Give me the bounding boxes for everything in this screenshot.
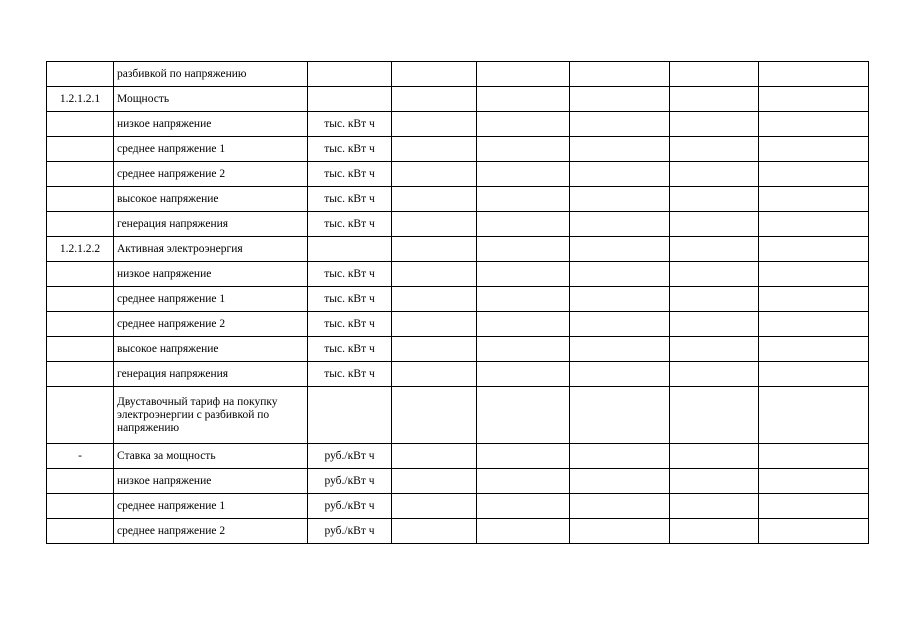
tariff-table xyxy=(46,61,869,544)
row-unit-cell: руб./кВт ч xyxy=(308,519,392,544)
row-value-cell xyxy=(392,519,477,544)
row-value-cell xyxy=(477,312,570,337)
row-value-cell xyxy=(392,137,477,162)
row-description-cell: среднее напряжение 2 xyxy=(114,519,308,544)
row-unit-cell xyxy=(308,87,392,112)
row-value-cell xyxy=(759,519,869,544)
row-unit-cell: тыс. кВт ч xyxy=(308,162,392,187)
row-value-cell xyxy=(670,444,759,469)
row-value-cell xyxy=(477,162,570,187)
row-number-cell xyxy=(47,287,114,312)
table-row xyxy=(47,237,869,262)
row-value-cell xyxy=(759,312,869,337)
row-value-cell xyxy=(759,87,869,112)
row-value-cell xyxy=(670,87,759,112)
row-value-cell xyxy=(477,337,570,362)
row-value-cell xyxy=(759,187,869,212)
row-description-cell: среднее напряжение 1 xyxy=(114,137,308,162)
row-value-cell xyxy=(570,362,670,387)
table-row xyxy=(47,62,869,87)
row-value-cell xyxy=(759,494,869,519)
row-unit-cell xyxy=(308,62,392,87)
row-unit-cell xyxy=(308,237,392,262)
row-value-cell xyxy=(670,312,759,337)
table-body xyxy=(47,62,869,544)
table-row xyxy=(47,362,869,387)
row-value-cell xyxy=(670,494,759,519)
row-value-cell xyxy=(670,262,759,287)
table-row xyxy=(47,519,869,544)
row-value-cell xyxy=(759,444,869,469)
row-value-cell xyxy=(759,387,869,444)
row-value-cell xyxy=(759,237,869,262)
row-description-cell: Ставка за мощность xyxy=(114,444,308,469)
row-value-cell xyxy=(477,362,570,387)
table-row xyxy=(47,287,869,312)
row-value-cell xyxy=(392,237,477,262)
row-description-cell: разбивкой по напряжению xyxy=(114,62,308,87)
row-value-cell xyxy=(392,162,477,187)
row-value-cell xyxy=(477,262,570,287)
row-value-cell xyxy=(477,212,570,237)
row-description-cell: Активная электроэнергия xyxy=(114,237,308,262)
row-value-cell xyxy=(392,287,477,312)
row-description-cell: среднее напряжение 1 xyxy=(114,494,308,519)
row-number-cell xyxy=(47,262,114,287)
row-value-cell xyxy=(759,287,869,312)
row-value-cell xyxy=(759,112,869,137)
row-value-cell xyxy=(670,519,759,544)
table-row xyxy=(47,387,869,444)
row-description-cell: высокое напряжение xyxy=(114,187,308,212)
row-value-cell xyxy=(392,87,477,112)
row-value-cell xyxy=(670,469,759,494)
row-value-cell xyxy=(570,387,670,444)
row-value-cell xyxy=(392,212,477,237)
row-value-cell xyxy=(392,62,477,87)
row-number-cell xyxy=(47,187,114,212)
row-number-cell xyxy=(47,162,114,187)
row-value-cell xyxy=(570,62,670,87)
row-number-cell xyxy=(47,62,114,87)
row-value-cell xyxy=(670,137,759,162)
row-value-cell xyxy=(477,62,570,87)
row-value-cell xyxy=(570,87,670,112)
row-value-cell xyxy=(392,337,477,362)
row-value-cell xyxy=(670,362,759,387)
row-value-cell xyxy=(670,287,759,312)
row-number-cell xyxy=(47,519,114,544)
row-description-cell: Мощность xyxy=(114,87,308,112)
row-value-cell xyxy=(477,387,570,444)
row-value-cell xyxy=(670,387,759,444)
row-number-cell xyxy=(47,137,114,162)
row-value-cell xyxy=(392,469,477,494)
row-value-cell xyxy=(477,137,570,162)
row-value-cell xyxy=(670,337,759,362)
row-value-cell xyxy=(670,112,759,137)
row-description-cell: среднее напряжение 2 xyxy=(114,162,308,187)
row-value-cell xyxy=(570,112,670,137)
row-value-cell xyxy=(570,494,670,519)
row-description-cell: низкое напряжение xyxy=(114,262,308,287)
row-number-cell xyxy=(47,469,114,494)
row-unit-cell: тыс. кВт ч xyxy=(308,312,392,337)
row-value-cell xyxy=(759,62,869,87)
row-unit-cell: тыс. кВт ч xyxy=(308,112,392,137)
table-row xyxy=(47,262,869,287)
row-value-cell xyxy=(477,237,570,262)
row-unit-cell: тыс. кВт ч xyxy=(308,187,392,212)
row-value-cell xyxy=(477,519,570,544)
row-value-cell xyxy=(392,187,477,212)
table-row xyxy=(47,137,869,162)
row-value-cell xyxy=(570,312,670,337)
row-value-cell xyxy=(570,519,670,544)
row-description-cell: низкое напряжение xyxy=(114,112,308,137)
row-unit-cell: тыс. кВт ч xyxy=(308,287,392,312)
row-value-cell xyxy=(570,187,670,212)
table-row xyxy=(47,187,869,212)
row-value-cell xyxy=(670,212,759,237)
row-unit-cell: тыс. кВт ч xyxy=(308,137,392,162)
table-row xyxy=(47,87,869,112)
row-value-cell xyxy=(570,262,670,287)
table-row xyxy=(47,337,869,362)
row-value-cell xyxy=(570,162,670,187)
table-row xyxy=(47,444,869,469)
row-number-cell xyxy=(47,337,114,362)
row-value-cell xyxy=(477,469,570,494)
table-row xyxy=(47,162,869,187)
row-value-cell xyxy=(392,362,477,387)
row-unit-cell: тыс. кВт ч xyxy=(308,212,392,237)
row-value-cell xyxy=(570,212,670,237)
row-description-cell: генерация напряжения xyxy=(114,362,308,387)
row-unit-cell: тыс. кВт ч xyxy=(308,337,392,362)
row-number-cell xyxy=(47,387,114,444)
table-row xyxy=(47,494,869,519)
row-value-cell xyxy=(570,137,670,162)
table-row xyxy=(47,112,869,137)
row-description-cell: Двуставочный тариф на покупку электроэнергии с разбивкой по напряжению xyxy=(114,387,308,444)
row-number-cell xyxy=(47,312,114,337)
row-value-cell xyxy=(477,112,570,137)
table-row xyxy=(47,469,869,494)
row-value-cell xyxy=(477,444,570,469)
row-value-cell xyxy=(570,469,670,494)
row-number-cell xyxy=(47,212,114,237)
row-value-cell xyxy=(759,337,869,362)
row-number-cell xyxy=(47,362,114,387)
row-value-cell xyxy=(759,469,869,494)
row-value-cell xyxy=(392,262,477,287)
row-value-cell xyxy=(759,262,869,287)
row-unit-cell: руб./кВт ч xyxy=(308,444,392,469)
row-number-cell: 1.2.1.2.1 xyxy=(47,87,114,112)
row-description-cell: низкое напряжение xyxy=(114,469,308,494)
row-value-cell xyxy=(477,287,570,312)
row-number-cell xyxy=(47,494,114,519)
row-description-cell: генерация напряжения xyxy=(114,212,308,237)
row-value-cell xyxy=(670,237,759,262)
row-value-cell xyxy=(759,162,869,187)
row-unit-cell: тыс. кВт ч xyxy=(308,262,392,287)
row-value-cell xyxy=(570,237,670,262)
row-value-cell xyxy=(392,444,477,469)
row-value-cell xyxy=(759,212,869,237)
table-row xyxy=(47,212,869,237)
row-value-cell xyxy=(670,62,759,87)
row-value-cell xyxy=(670,162,759,187)
row-number-cell: 1.2.1.2.2 xyxy=(47,237,114,262)
row-value-cell xyxy=(392,387,477,444)
row-number-cell: - xyxy=(47,444,114,469)
row-number-cell xyxy=(47,112,114,137)
row-value-cell xyxy=(759,137,869,162)
row-value-cell xyxy=(392,494,477,519)
row-unit-cell: руб./кВт ч xyxy=(308,494,392,519)
row-value-cell xyxy=(477,187,570,212)
row-value-cell xyxy=(570,287,670,312)
row-value-cell xyxy=(392,312,477,337)
row-unit-cell: тыс. кВт ч xyxy=(308,362,392,387)
row-value-cell xyxy=(570,444,670,469)
row-value-cell xyxy=(392,112,477,137)
row-value-cell xyxy=(759,362,869,387)
row-description-cell: среднее напряжение 2 xyxy=(114,312,308,337)
row-value-cell xyxy=(670,187,759,212)
row-unit-cell xyxy=(308,387,392,444)
row-value-cell xyxy=(477,494,570,519)
row-description-cell: среднее напряжение 1 xyxy=(114,287,308,312)
table-row xyxy=(47,312,869,337)
row-value-cell xyxy=(570,337,670,362)
row-unit-cell: руб./кВт ч xyxy=(308,469,392,494)
row-value-cell xyxy=(477,87,570,112)
row-description-cell: высокое напряжение xyxy=(114,337,308,362)
